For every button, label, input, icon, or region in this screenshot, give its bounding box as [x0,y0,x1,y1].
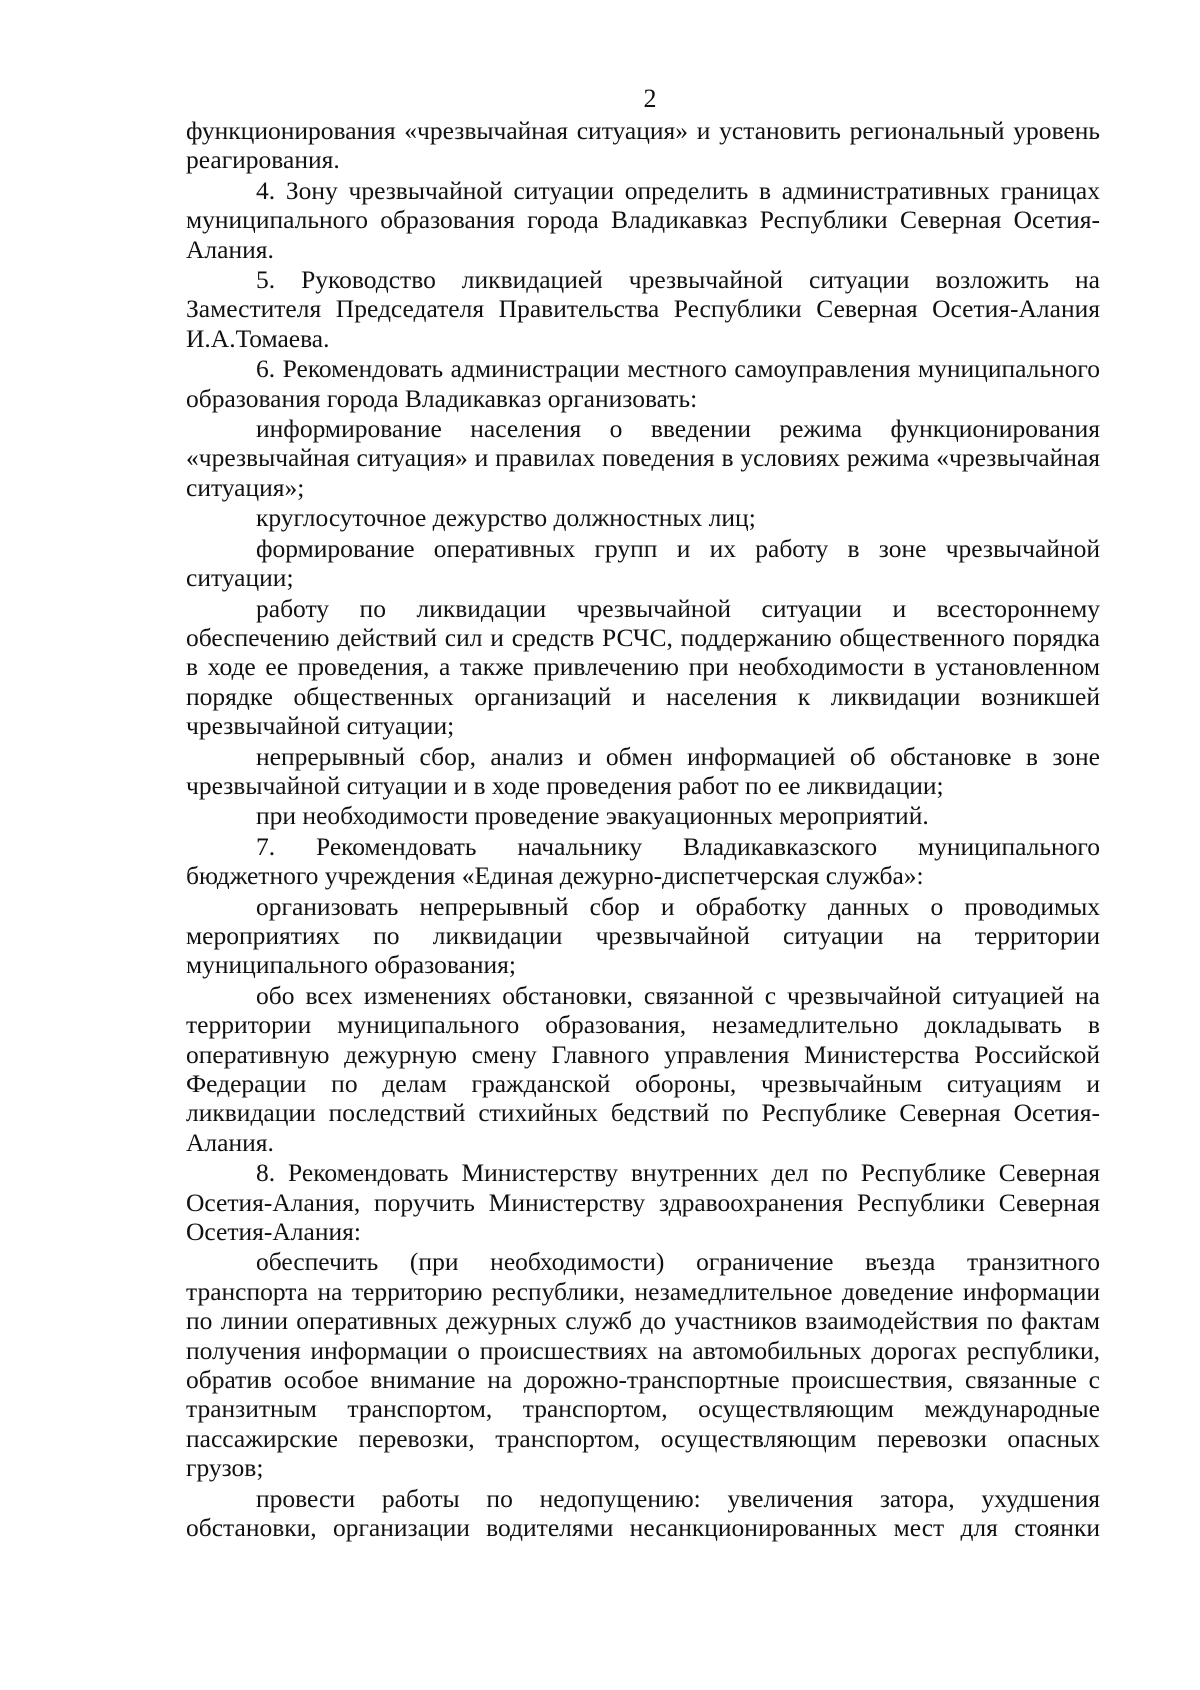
page-number: 2 [643,84,657,113]
paragraph-item-4: 4. Зону чрезвычайной ситуации определить в административных границах муниципального образования города Владикавказ Республики Северная Осетия-Алания. [186,175,1100,264]
paragraph-item-7-data-collection: организовать непрерывный сбор и обработку данных о проводимых мероприятиях по ликвидации чрезвычайной ситуации на территории муниципального образования; [186,891,1100,980]
paragraph-item-6-evacuation: при необходимости проведение эвакуационных мероприятий. [256,801,929,831]
paragraph-item-6-informing: информирование населения о введении режима функционирования «чрезвычайная ситуация» и правилах поведения в условиях режима «чрезвычайная ситуация»; [186,414,1100,502]
paragraph-item-6-monitoring: непрерывный сбор, анализ и обмен информацией об обстановке в зоне чрезвычайной ситуации и в ходе проведения работ по ее ликвидации; [186,741,1100,800]
paragraph-item-7: 7. Рекомендовать начальнику Владикавказского муниципального бюджетного учреждения «Единая дежурно-диспетчерская служба»: [186,831,1100,891]
paragraph-item-7-reporting: обо всех изменениях обстановки, связанной с чрезвычайной ситуацией на территории муниципального образования, незамедлительно докладывать в оперативную дежурную смену Главного управления Министерства Российской Федерации по делам гражданской обороны, чрезвычайным ситуациям и ликвидации последствий стихийных бедствий по Республике Северная Осетия-Алания. [186,980,1100,1157]
paragraph-item-6: 6. Рекомендовать администрации местного самоуправления муниципального образования города Владикавказ организовать: [186,354,1100,413]
paragraph-item-6-liquidation: работу по ликвидации чрезвычайной ситуации и всестороннему обеспечению действий сил и средств РСЧС, поддержанию общественного порядка в ходе ее проведения, а также привлечению при необходимости в установленном порядке общественных организаций и населения к ликвидации возникшей чрезвычайной ситуации; [186,593,1100,741]
paragraph-item-5: 5. Руководство ликвидацией чрезвычайной ситуации возложить на Заместителя Председателя Правительства Республики Северная Осетия-Алания И.А.Томаева. [186,265,1100,353]
paragraph-continuation: функционирования «чрезвычайная ситуация» и установить региональный уровень реагирования. [186,116,1100,175]
paragraph-item-6-groups: формирование оперативных групп и их работу в зоне чрезвычайной ситуации; [186,533,1100,593]
paragraph-item-8-prevention: провести работы по недопущению: увеличения затора, ухудшения обстановки, организации водителями несанкционированных мест для стоянки [186,1483,1100,1543]
paragraph-item-6-duty: круглосуточное дежурство должностных лиц; [256,503,756,533]
paragraph-item-8: 8. Рекомендовать Министерству внутренних дел по Республике Северная Осетия-Алания, поручить Министерству здравоохранения Республики Северная Осетия-Алания: [186,1158,1100,1247]
document-page [186,84,1100,1543]
paragraph-item-8-transport: обеспечить (при необходимости) ограничение въезда транзитного транспорта на территорию республики, незамедлительное доведение информации по линии оперативных дежурных служб до участников взаимодействия по фактам получения информации о происшествиях на автомобильных дорогах республики, обратив особое внимание на дорожно-транспортные происшествия, связанные с транзитным транспортом, транспортом, осуществляющим международные пассажирские перевозки, транспортом, осуществляющим перевозки опасных грузов; [186,1247,1100,1483]
